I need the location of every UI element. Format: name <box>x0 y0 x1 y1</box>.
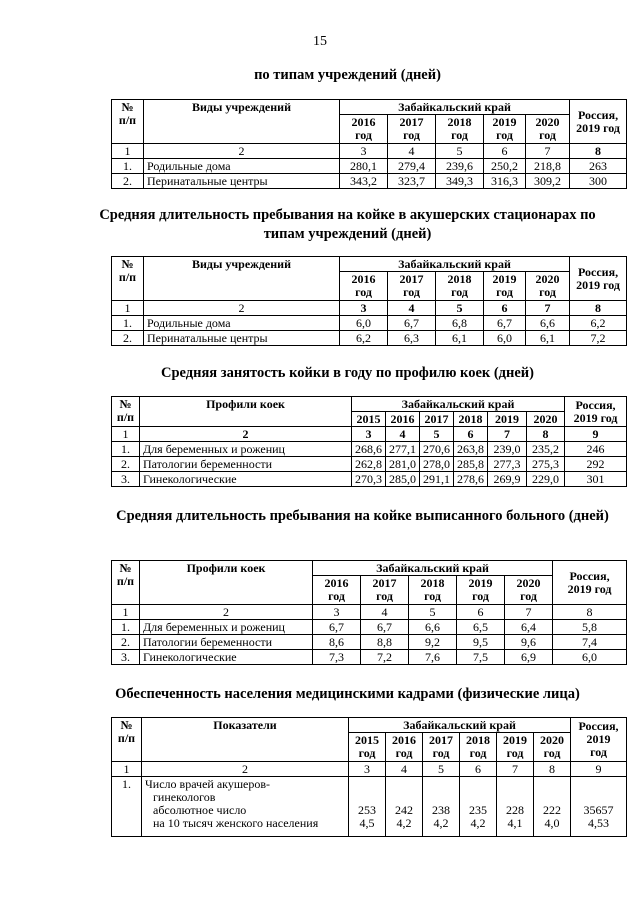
table-cell: 5,8 <box>553 620 627 635</box>
table-cell: 6,0 <box>484 331 526 346</box>
table5-year: 2018 год <box>460 733 497 762</box>
table-row <box>112 257 627 272</box>
table4-col-region: Забайкальский край <box>313 561 553 576</box>
table-cell: 6 <box>457 605 505 620</box>
table3-year: 2020 <box>527 412 565 427</box>
table-row <box>112 777 627 837</box>
table-cell: 278,6 <box>454 472 488 487</box>
table4-year: 2016 год <box>313 576 361 605</box>
table-cell: 5 <box>423 762 460 777</box>
table2-col-russia: Россия, 2019 год <box>570 257 627 301</box>
table-cell: 2 <box>140 605 313 620</box>
table-cell: 2. <box>112 457 140 472</box>
table-cell: 281,0 <box>386 457 420 472</box>
table-cell: 9,6 <box>505 635 553 650</box>
table3-title: Средняя занятость койки в году по профилю коек (дней) <box>160 365 534 381</box>
table2-col-type: Виды учреждений <box>144 257 340 301</box>
table-cell: 6 <box>484 144 526 159</box>
table-cell: 1 <box>112 762 142 777</box>
table-cell: 6,2 <box>340 331 388 346</box>
table4-year: 2017 год <box>361 576 409 605</box>
table-cell: 5 <box>436 144 484 159</box>
table-cell: 3 <box>352 427 386 442</box>
table5-col-region: Забайкальский край <box>349 718 571 733</box>
table2-year: 2018 год <box>436 272 484 301</box>
table2-title: Средняя длительность пребывания на койке в акушерских стационарах по типам учреждений (дней) <box>99 207 596 242</box>
table-cell: 1. <box>112 159 144 174</box>
table-cell: Перинатальные центры <box>144 331 340 346</box>
table-row <box>112 331 627 346</box>
table-cell: 262,8 <box>352 457 386 472</box>
table3-col-num: № п/п <box>112 397 140 427</box>
table5-year: 2016 год <box>386 733 423 762</box>
table-cell: 242 4,2 <box>386 777 423 837</box>
table-cell: 1 <box>112 427 140 442</box>
table-cell: 6,7 <box>361 620 409 635</box>
table-cell: 270,3 <box>352 472 386 487</box>
table-row <box>112 316 627 331</box>
table5-year: 2019 год <box>497 733 534 762</box>
table2-col-num: № п/п <box>112 257 144 301</box>
table-cell: 228 4,1 <box>497 777 534 837</box>
page-number: 15 <box>313 34 327 49</box>
table4-year: 2019 год <box>457 576 505 605</box>
table-cell: 5 <box>436 301 484 316</box>
table-cell: 263,8 <box>454 442 488 457</box>
table-row <box>112 650 627 665</box>
table-cell: 238 4,2 <box>423 777 460 837</box>
table3-year: 2018 <box>454 412 488 427</box>
table-cell: Родильные дома <box>144 159 340 174</box>
table2-year: 2016 год <box>340 272 388 301</box>
table3-col-type: Профили коек <box>140 397 352 427</box>
table2-index-row <box>112 301 627 316</box>
table-cell: 6,0 <box>340 316 388 331</box>
table-cell: 7 <box>497 762 534 777</box>
table-cell: 7,5 <box>457 650 505 665</box>
table-cell: 7,4 <box>553 635 627 650</box>
table4-col-russia: Россия, 2019 год <box>553 561 627 605</box>
table-cell: 6,4 <box>505 620 553 635</box>
table-cell: Гинекологические <box>140 650 313 665</box>
table-cell: 2. <box>112 174 144 189</box>
table-row <box>112 561 627 576</box>
table5-row-label: Число врачей акушеров- гинекологов абсолютное число на 10 тысяч женского населения <box>142 777 349 837</box>
table-cell: 7,3 <box>313 650 361 665</box>
table-cell: 1 <box>112 605 140 620</box>
table-cell: 5 <box>409 605 457 620</box>
table-cell: 7,2 <box>361 650 409 665</box>
table-cell: 35657 4,53 <box>571 777 627 837</box>
table-cell: 229,0 <box>527 472 565 487</box>
table-cell: 263 <box>570 159 627 174</box>
table3-col-russia: Россия, 2019 год <box>565 397 627 427</box>
table2-year: 2019 год <box>484 272 526 301</box>
table-cell: 316,3 <box>484 174 526 189</box>
table-cell: 8 <box>534 762 571 777</box>
table1-year: 2018 год <box>436 115 484 144</box>
table-cell: 6,7 <box>388 316 436 331</box>
table-cell: 6,7 <box>313 620 361 635</box>
table-cell: 3 <box>349 762 386 777</box>
table-cell: 8 <box>570 144 627 159</box>
table-cell: 239,0 <box>488 442 527 457</box>
table-cell: 8 <box>570 301 627 316</box>
table-cell: Патологии беременности <box>140 457 352 472</box>
table-cell: 1. <box>112 777 142 837</box>
table1-title: по типам учреждений (дней) <box>254 67 441 83</box>
table-cell: 301 <box>565 472 627 487</box>
table2-year: 2020 год <box>526 272 570 301</box>
table1-year: 2016 год <box>340 115 388 144</box>
table-cell: 269,9 <box>488 472 527 487</box>
table-row <box>112 457 627 472</box>
table-cell: 9,2 <box>409 635 457 650</box>
table2-col-region: Забайкальский край <box>340 257 570 272</box>
table-cell: 323,7 <box>388 174 436 189</box>
table1-col-type: Виды учреждений <box>144 100 340 144</box>
table-cell: 7 <box>505 605 553 620</box>
table5-col-russia: Россия, 2019 год <box>571 718 627 762</box>
table-cell: 7 <box>526 301 570 316</box>
table-cell: 268,6 <box>352 442 386 457</box>
table4-year: 2018 год <box>409 576 457 605</box>
table-cell: 7,6 <box>409 650 457 665</box>
table-cell: 218,8 <box>526 159 570 174</box>
table-cell: 3 <box>340 144 388 159</box>
table-cell: Родильные дома <box>144 316 340 331</box>
table-row <box>112 100 627 115</box>
table-row <box>112 397 627 412</box>
table-cell: 1 <box>112 301 144 316</box>
table5-year: 2020 год <box>534 733 571 762</box>
table-cell: 285,8 <box>454 457 488 472</box>
table-cell: Для беременных и рожениц <box>140 442 352 457</box>
table-cell: 6,6 <box>409 620 457 635</box>
table3-year: 2017 <box>420 412 454 427</box>
table-cell: 8,8 <box>361 635 409 650</box>
table-cell: Патологии беременности <box>140 635 313 650</box>
table-cell: 7,2 <box>570 331 627 346</box>
table3-year: 2019 <box>488 412 527 427</box>
table-cell: 1 <box>112 144 144 159</box>
table3-bed-occupancy <box>111 396 627 487</box>
table-cell: 4 <box>388 301 436 316</box>
table-cell: 7 <box>488 427 527 442</box>
table-cell: 2 <box>144 144 340 159</box>
table1-col-region: Забайкальский край <box>340 100 570 115</box>
table1-stay-duration-by-institution <box>111 99 627 189</box>
table4-year: 2020 год <box>505 576 553 605</box>
table-cell: 291,1 <box>420 472 454 487</box>
table5-year: 2017 год <box>423 733 460 762</box>
table-cell: 6 <box>460 762 497 777</box>
table-cell: 5 <box>420 427 454 442</box>
table1-col-russia: Россия, 2019 год <box>570 100 627 144</box>
table-cell: Гинекологические <box>140 472 352 487</box>
table1-year: 2020 год <box>526 115 570 144</box>
table-cell: 275,3 <box>527 457 565 472</box>
table-cell: 222 4,0 <box>534 777 571 837</box>
table-cell: 2 <box>140 427 352 442</box>
table5-title: Обеспеченность населения медицинскими кадрами (физические лица) <box>115 686 580 702</box>
table4-index-row <box>112 605 627 620</box>
table-cell: 2 <box>142 762 349 777</box>
table-cell: 6 <box>454 427 488 442</box>
table-cell: 1. <box>112 316 144 331</box>
table1-year: 2017 год <box>388 115 436 144</box>
table-cell: 9 <box>565 427 627 442</box>
table-cell: 277,3 <box>488 457 527 472</box>
table-cell: 3 <box>340 301 388 316</box>
table1-col-num: № п/п <box>112 100 144 144</box>
table2-stay-duration-obstetric <box>111 256 627 346</box>
table-cell: 4 <box>388 144 436 159</box>
table-cell: 6 <box>484 301 526 316</box>
table5-col-type: Показатели <box>142 718 349 762</box>
table-cell: Для беременных и рожениц <box>140 620 313 635</box>
table3-index-row <box>112 427 627 442</box>
table-cell: 3 <box>313 605 361 620</box>
table-cell: 349,3 <box>436 174 484 189</box>
table-cell: 1. <box>112 620 140 635</box>
table-cell: 6,7 <box>484 316 526 331</box>
table-row <box>112 442 627 457</box>
table-cell: 1. <box>112 442 140 457</box>
table-cell: 2. <box>112 635 140 650</box>
table-cell: 300 <box>570 174 627 189</box>
table-cell: 4 <box>386 762 423 777</box>
table3-year: 2016 <box>386 412 420 427</box>
table-cell: 239,6 <box>436 159 484 174</box>
table-cell: 253 4,5 <box>349 777 386 837</box>
table2-year: 2017 год <box>388 272 436 301</box>
table-cell: 246 <box>565 442 627 457</box>
table-cell: 2 <box>144 301 340 316</box>
table-row <box>112 620 627 635</box>
table-cell: 3. <box>112 650 140 665</box>
table-cell: 6,9 <box>505 650 553 665</box>
table-row <box>112 635 627 650</box>
table-cell: 2. <box>112 331 144 346</box>
table5-col-num: № п/п <box>112 718 142 762</box>
table4-title: Средняя длительность пребывания на койке выписанного больного (дней) <box>116 508 609 524</box>
table-cell: 279,4 <box>388 159 436 174</box>
table1-index-row <box>112 144 627 159</box>
table-cell: 292 <box>565 457 627 472</box>
table-cell: 278,0 <box>420 457 454 472</box>
table-row <box>112 718 627 733</box>
table4-discharged-stay-duration <box>111 560 627 665</box>
table-cell: 270,6 <box>420 442 454 457</box>
table-row <box>112 159 627 174</box>
table-cell: 4 <box>386 427 420 442</box>
table5-index-row <box>112 762 627 777</box>
table-cell: 6,5 <box>457 620 505 635</box>
table-cell: 8,6 <box>313 635 361 650</box>
table4-col-num: № п/п <box>112 561 140 605</box>
table-cell: 235,2 <box>527 442 565 457</box>
table4-col-type: Профили коек <box>140 561 313 605</box>
table-cell: 6,3 <box>388 331 436 346</box>
table-cell: 309,2 <box>526 174 570 189</box>
table5-year: 2015 год <box>349 733 386 762</box>
table5-medical-staff <box>111 717 627 837</box>
table-row <box>112 472 627 487</box>
table-cell: Перинатальные центры <box>144 174 340 189</box>
table-cell: 235 4,2 <box>460 777 497 837</box>
table-cell: 3. <box>112 472 140 487</box>
table-cell: 277,1 <box>386 442 420 457</box>
table1-year: 2019 год <box>484 115 526 144</box>
table-cell: 6,1 <box>526 331 570 346</box>
table-cell: 8 <box>527 427 565 442</box>
table3-year: 2015 <box>352 412 386 427</box>
table-cell: 7 <box>526 144 570 159</box>
table-cell: 6,0 <box>553 650 627 665</box>
table-row <box>112 174 627 189</box>
table-cell: 8 <box>553 605 627 620</box>
table-cell: 343,2 <box>340 174 388 189</box>
table-cell: 9,5 <box>457 635 505 650</box>
table-cell: 6,2 <box>570 316 627 331</box>
table-cell: 6,8 <box>436 316 484 331</box>
table-cell: 6,1 <box>436 331 484 346</box>
table-cell: 6,6 <box>526 316 570 331</box>
table-cell: 285,0 <box>386 472 420 487</box>
table3-col-region: Забайкальский край <box>352 397 565 412</box>
table-cell: 4 <box>361 605 409 620</box>
table-cell: 250,2 <box>484 159 526 174</box>
table-cell: 9 <box>571 762 627 777</box>
table-cell: 280,1 <box>340 159 388 174</box>
